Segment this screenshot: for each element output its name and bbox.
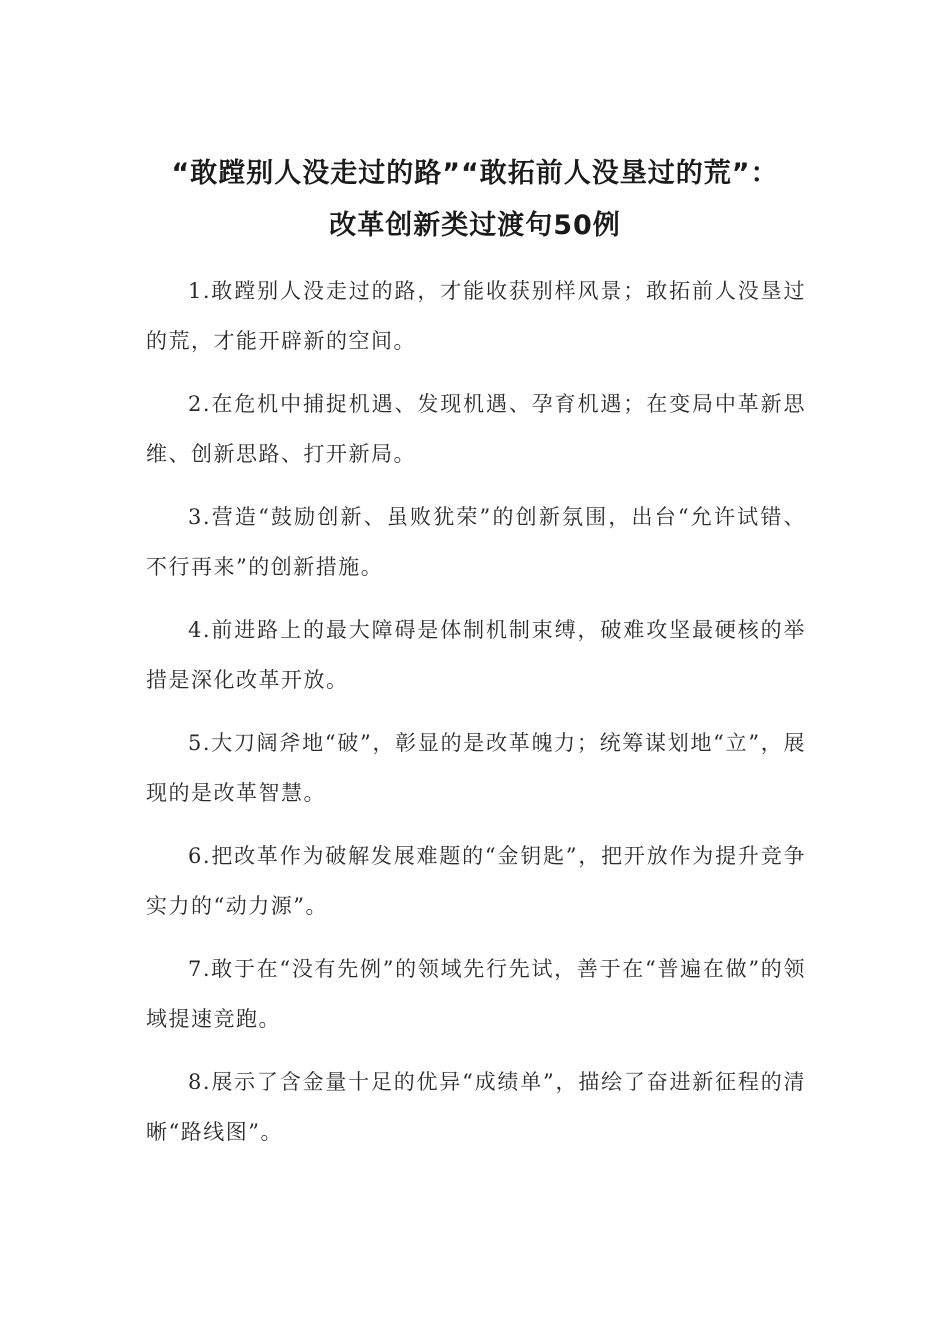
paragraph-6: 6.把改革作为破解发展难题的“金钥匙”，把开放作为提升竞争实力的“动力源”。 xyxy=(146,844,806,918)
document-title-line-1: “敢蹚别人没走过的路”“敢拓前人没垦过的荒”： xyxy=(171,158,779,189)
paragraph-5: 5.大刀阔斧地“破”，彰显的是改革魄力；统筹谋划地“立”，展现的是改革智慧。 xyxy=(146,731,806,805)
paragraph-1: 1.敢蹚别人没走过的路，才能收获别样风景；敢拓前人没垦过的荒，才能开辟新的空间。 xyxy=(146,279,806,353)
paragraph-4: 4.前进路上的最大障碍是体制机制束缚，破难攻坚最硬核的举措是深化改革开放。 xyxy=(146,618,806,692)
paragraph-8: 8.展示了含金量十足的优异“成绩单”，描绘了奋进新征程的清晰“路线图”。 xyxy=(146,1070,806,1144)
paragraph-2: 2.在危机中捕捉机遇、发现机遇、孕育机遇；在变局中革新思维、创新思路、打开新局。 xyxy=(146,392,806,466)
paragraph-7: 7.敢于在“没有先例”的领域先行先试，善于在“普遍在做”的领域提速竞跑。 xyxy=(146,957,806,1031)
document-body xyxy=(146,266,806,1170)
paragraph-3: 3.营造“鼓励创新、虽败犹荣”的创新氛围，出台“允许试错、不行再来”的创新措施。 xyxy=(146,505,806,579)
document-title-line-2: 改革创新类过渡句50例 xyxy=(329,210,621,241)
